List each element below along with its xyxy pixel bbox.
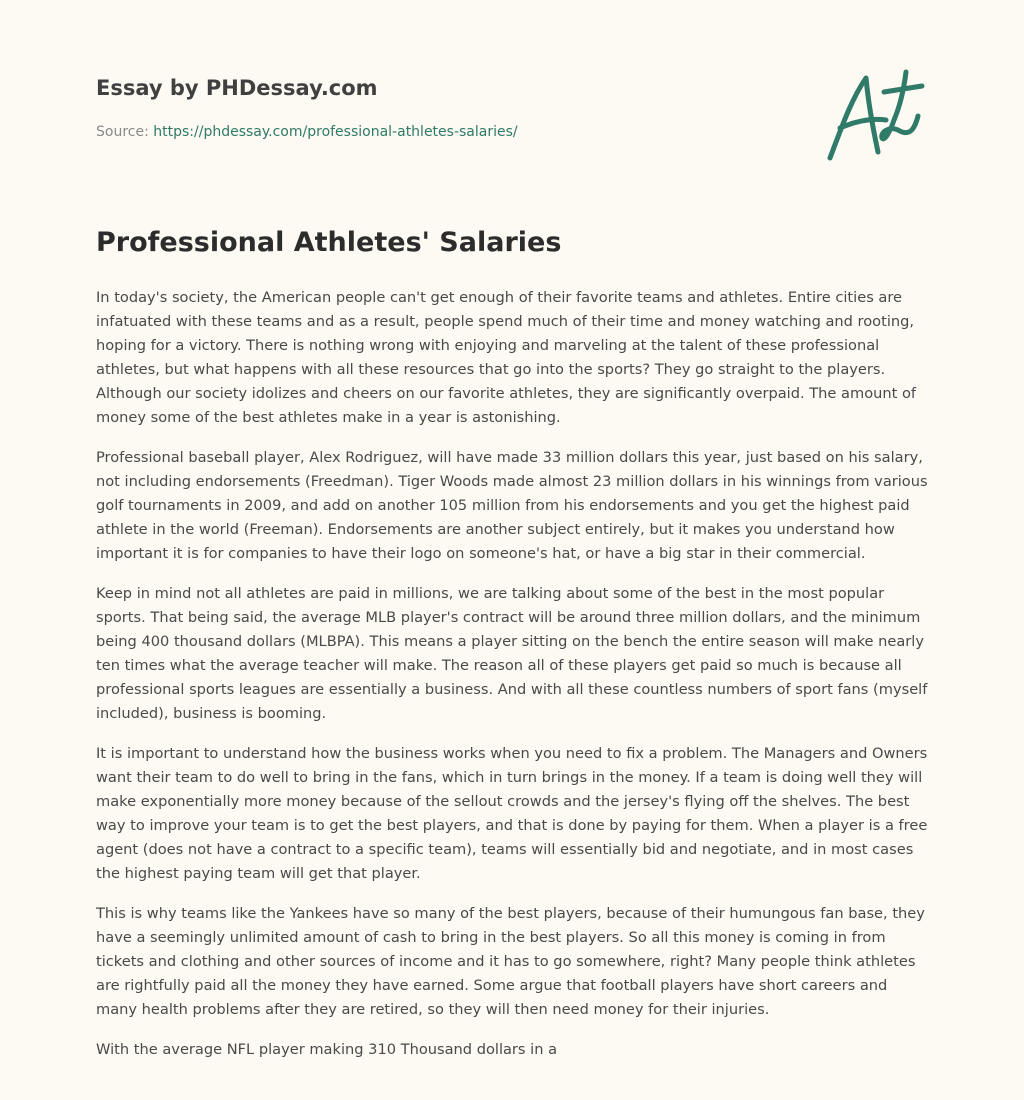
site-brand: Essay by PHDessay.com xyxy=(96,76,378,100)
paragraph: It is important to understand how the business works when you need to fix a problem. The Managers and Owners want their team to do well to bring in the fans, which in turn brings in the money. If a team is doing well they will make exponentially more money because of the sellout crowds and the jersey's flying off the shelves. The best way to improve your team is to get the best players, and that is done by paying for them. When a player is a free agent (does not have a contract to a specific team), teams will essentially bid and negotiate, and in most cases the highest paying team will get that player. xyxy=(96,745,928,882)
source-label: Source: xyxy=(96,124,149,140)
essay-body xyxy=(96,286,930,1078)
paragraph: In today's society, the American people can't get enough of their favorite teams and athletes. Entire cities are infatuated with these teams and as a result, people spend much of their time and money watching and rooting, hoping for a victory. There is nothing wrong with enjoying and marveling at the talent of these professional athletes, but what happens with all these resources that go into the sports? They go straight to the players. Although our society idolizes and cheers on our favorite athletes, they are significantly overpaid. The amount of money some of the best athletes make in a year is astonishing. xyxy=(96,289,917,426)
source-link[interactable]: https://phdessay.com/professional-athletes-salaries/ xyxy=(153,124,518,140)
essay-title: Professional Athletes' Salaries xyxy=(96,227,562,258)
source-line xyxy=(96,124,518,140)
paragraph: Keep in mind not all athletes are paid in millions, we are talking about some of the best in the most popular sports. That being said, the average MLB player's contract will be around three million dollars, and the minimum being 400 thousand dollars (MLBPA). This means a player sitting on the bench the entire season will make nearly ten times what the average teacher will make. The reason all of these players get paid so much is because all professional sports leagues are essentially a business. And with all these countless numbers of sport fans (myself included), business is booming. xyxy=(96,585,928,722)
paragraph: Professional baseball player, Alex Rodriguez, will have made 33 million dollars this year, just based on his salary, not including endorsements (Freedman). Tiger Woods made almost 23 million dollars in his winnings from various golf tournaments in 2009, and add on another 105 million from his endorsements and you get the highest paid athlete in the world (Freeman). Endorsements are another subject entirely, but it makes you understand how important it is for companies to have their logo on someone's hat, or have a big star in their commercial. xyxy=(96,449,928,562)
paragraph: With the average NFL player making 310 Thousand dollars in a xyxy=(96,1041,558,1058)
a-plus-grade-logo-icon xyxy=(820,66,930,166)
paragraph: This is why teams like the Yankees have so many of the best players, because of their humungous fan base, they have a seemingly unlimited amount of cash to bring in the best players. So all this money is coming in from tickets and clothing and other sources of income and it has to go somewhere, right? Many people think athletes are rightfully paid all the money they have earned. Some argue that football players have short careers and many health problems after they are retired, so they will then need money for their injuries. xyxy=(96,905,925,1018)
